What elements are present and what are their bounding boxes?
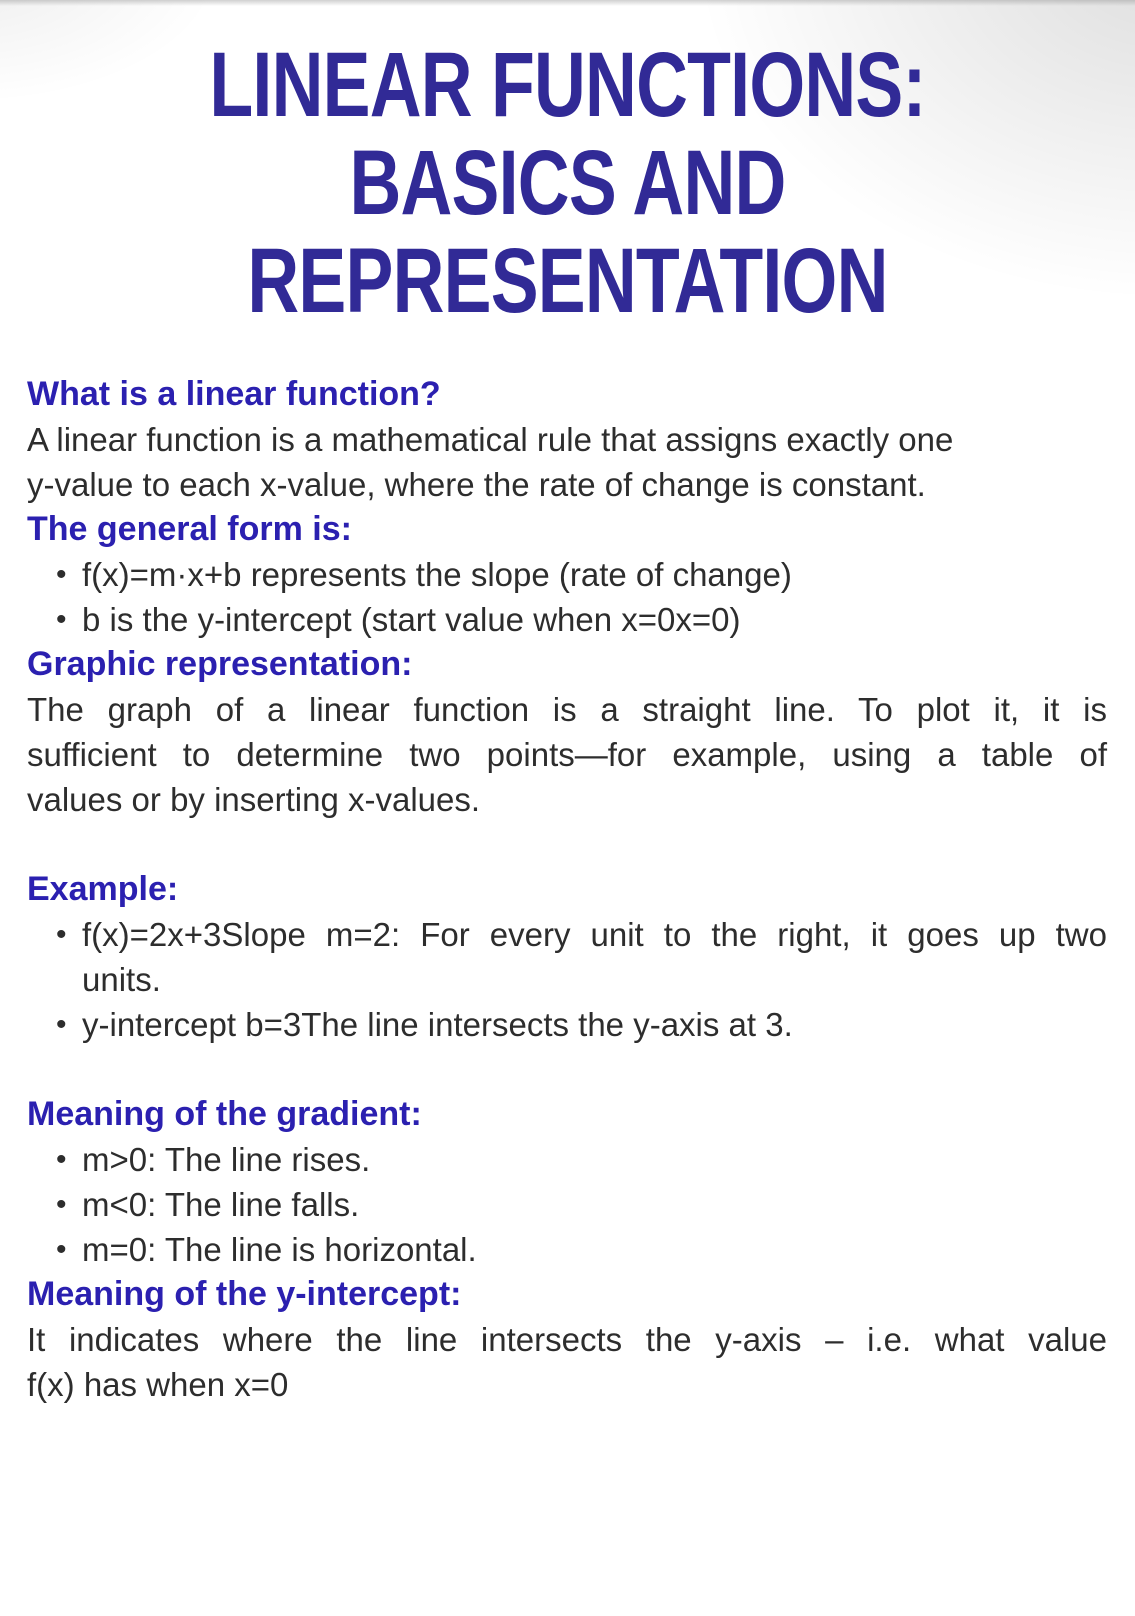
page-title: [0, 0, 1135, 330]
paragraph-graphic-representation: [27, 687, 1107, 822]
list-item-line: • b is the y-intercept (start value when x=0x=0): [82, 601, 741, 638]
bullet-list-example: [27, 912, 1107, 1047]
list-item: [27, 912, 1107, 1002]
paragraph-definition: [27, 417, 1107, 507]
list-item: [27, 1182, 1107, 1227]
page-title-line-2: BASICS AND: [349, 132, 786, 234]
list-item: [27, 1002, 1107, 1047]
paragraph-line: A linear function is a mathematical rule that assigns exactly one: [27, 421, 954, 458]
section-heading-graphic-representation: Graphic representation:: [27, 645, 413, 683]
paragraph-line: It indicates where the line intersects the y-axis – i.e. what value: [27, 1321, 1107, 1358]
list-item: [27, 1137, 1107, 1182]
section-heading-meaning-gradient: Meaning of the gradient:: [27, 1095, 422, 1133]
list-item-line: • m=0: The line is horizontal.: [82, 1231, 477, 1268]
paragraph-y-intercept: [27, 1317, 1107, 1407]
section-heading-general-form: The general form is:: [27, 510, 352, 548]
list-item: [27, 597, 1107, 642]
page-title-line-1: LINEAR FUNCTIONS:: [209, 34, 926, 136]
list-item: [27, 552, 1107, 597]
paragraph-line: values or by inserting x-values.: [27, 781, 481, 818]
section-heading-meaning-y-intercept: Meaning of the y-intercept:: [27, 1275, 462, 1313]
paragraph-line: sufficient to determine two points—for example, using a table of: [27, 736, 1107, 773]
document-content: [27, 372, 1107, 1407]
section-heading-what-is-linear-function: What is a linear function?: [27, 375, 441, 413]
paragraph-line: The graph of a linear function is a straight line. To plot it, it is: [27, 691, 1107, 728]
list-item-line: units.: [82, 961, 161, 998]
page-title-line-3: REPRESENTATION: [247, 230, 888, 332]
bullet-list-gradient: [27, 1137, 1107, 1272]
blank-line-spacer: [27, 822, 1107, 867]
bullet-list-general-form: [27, 552, 1107, 642]
paragraph-line: f(x) has when x=0: [27, 1366, 289, 1403]
list-item-line: • f(x)=2x+3Slope m=2: For every unit to the right, it goes up two: [82, 916, 1107, 953]
section-heading-example: Example:: [27, 870, 179, 908]
list-item-line: • m<0: The line falls.: [82, 1186, 360, 1223]
list-item-line: • m>0: The line rises.: [82, 1141, 371, 1178]
paragraph-line: y-value to each x-value, where the rate of change is constant.: [27, 466, 926, 503]
list-item-line: • f(x)=m·x+b represents the slope (rate of change): [82, 556, 792, 593]
list-item-line: • y-intercept b=3The line intersects the y-axis at 3.: [82, 1006, 793, 1043]
list-item: [27, 1227, 1107, 1272]
blank-line-spacer: [27, 1047, 1107, 1092]
